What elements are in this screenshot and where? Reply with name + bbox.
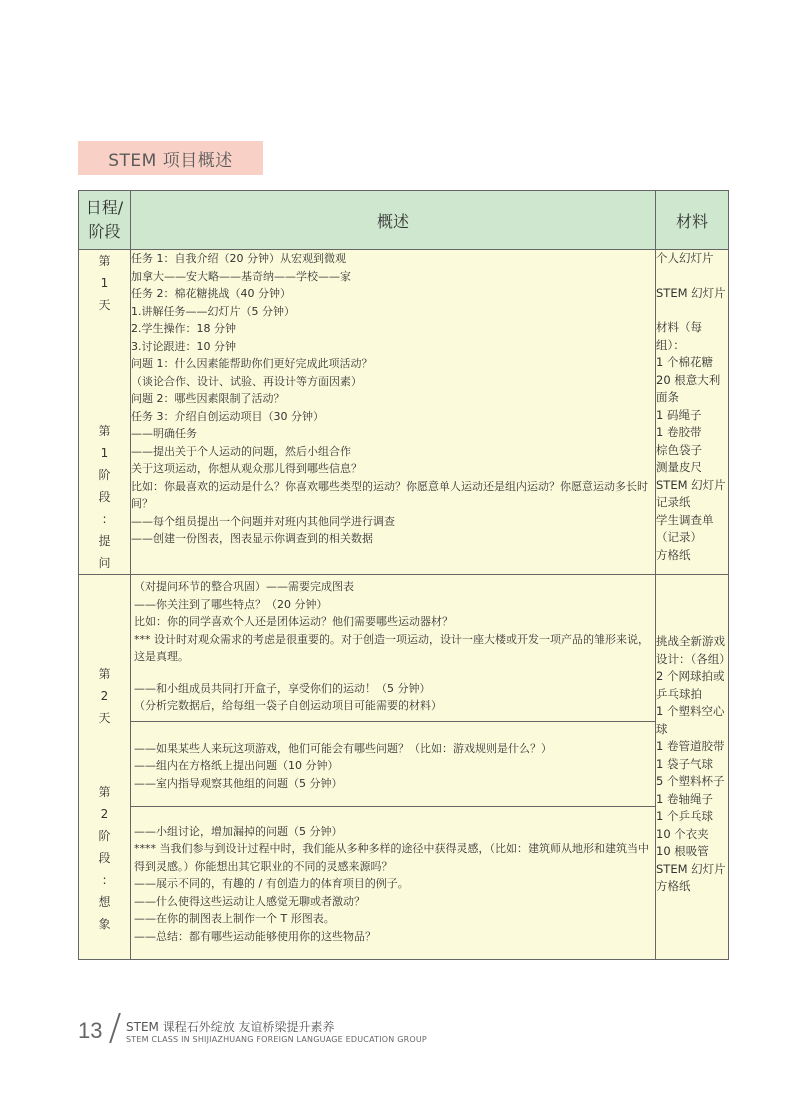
day1-overview-line: ——每个组员提出一个问题并对班内其他同学进行调查 [131,514,395,528]
day2-stage-label: 2 [100,807,109,821]
footer-chinese-text: STEM 课程石外绽放 友谊桥梁提升素养 [126,1020,335,1034]
day2-stage-label: 想 [98,895,111,909]
day1-stage-label: 段 [98,490,111,504]
day2-material-item: 1 个塑料空心球 [656,704,725,736]
day2-overview-line: ——总结：都有哪些运动能够使用你的这些物品？ [134,929,376,943]
day2-overview-line: ——如果某些人来玩这项游戏，他们可能会有哪些问题？（比如：游戏规则是什么？） [134,741,552,755]
day2-material-item: 5 个塑料杯子 [656,774,725,788]
day1-overview-cell [131,250,656,575]
header-schedule [79,191,131,250]
day2-overview-line: 比如：你的同学喜欢个人还是团体运动？他们需要哪些运动器材？ [134,615,453,628]
day1-overview-line: 问题 2：哪些因素限制了活动？ [131,392,285,405]
day2-day-label: 第 [98,667,111,681]
day2-overview-line: ——组内在方格纸上提出问题（10 分钟） [134,759,339,772]
section-title: STEM 项目概述 [78,141,263,175]
day2-overview-line: ——展示不同的，有趣的 / 有创造力的体育项目的例子。 [134,877,409,890]
header-schedule-line: 日程/ [85,198,124,217]
table-header-row [79,191,729,250]
day2-stage-label: : [102,873,107,887]
day2-day-label: 天 [98,711,111,725]
day2-block-1 [131,575,655,672]
day2-overview-line: （分析完数据后，给每组一袋子自创运动项目可能需要的材料） [134,699,442,712]
day2-block-3 [131,721,655,806]
stem-overview-table [78,190,729,960]
day1-day-label: 第 [98,254,111,268]
day2-material-item: 2 个网球拍或乒乓球拍 [656,669,725,701]
day2-material-item: 1 卷管道胶带 [656,739,725,753]
day1-stage-label: 第 [98,424,111,438]
day2-stage-label: 象 [98,917,111,931]
day2-block-2 [131,672,655,721]
day1-material-item [656,268,728,285]
day1-overview-line: 1.讲解任务——幻灯片（5 分钟） [131,304,295,318]
day2-overview-line: ——和小组成员共同打开盒子，享受你们的运动！（5 分钟） [134,681,431,695]
day1-stage-label: 问 [98,556,111,570]
day1-overview-line: ——创建一份图表，图表显示你调查到的相关数据 [131,532,373,545]
day2-stage-label: 阶 [98,829,111,843]
header-schedule-line: 阶段 [88,222,121,241]
day2-overview-cell [131,575,656,960]
day2-overview-line: *** 设计时对观众需求的考虑是很重要的。对于创造一项运动，设计一座大楼或开发一项产品的雏形来说，这是真理。 [134,632,649,663]
day2-materials-cell [656,575,729,960]
day1-stage-label: : [102,512,107,526]
day2-overview-line: ——在你的制图表上制作一个 T 形图表。 [134,912,335,925]
header-materials: 材料 [656,191,729,250]
day2-material-item: 10 个衣夹 [656,826,709,841]
day1-stage-label: 阶 [98,468,111,482]
day1-overview-line: 任务 3：介绍自创运动项目（30 分钟） [131,409,324,423]
day1-material-item: 20 根意大利面条 [656,372,721,404]
day2-block-4 [131,806,655,960]
day2-overview-line: ——什么使得这些运动让人感觉无聊或者激动？ [134,894,365,908]
day2-material-item: 1 卷轴绳子 [656,791,713,806]
day1-material-item: 棕色袋子 [656,442,702,457]
day2-material-item: 1 袋子气球 [656,756,713,771]
day2-overview-line: （对提问环节的整合巩固）——需要完成图表 [134,580,354,593]
day1-overview-line: ——提出关于个人运动的问题，然后小组合作 [131,444,351,458]
day1-overview-line: 比如：你最喜欢的运动是什么？你喜欢哪些类型的运动？你愿意单人运动还是组内运动？你愿意运动多长时间？ [131,479,648,510]
day2-overview-line: ——小组讨论，增加漏掉的问题（5 分钟） [134,824,343,838]
day1-material-item: 学生调查单（记录） [656,512,714,544]
day1-material-item: 1 码绳子 [656,407,702,422]
day1-material-item: STEM 幻灯片 [656,285,726,300]
day2-day-label: 2 [100,689,109,703]
day1-material-item: STEM 幻灯片 [656,477,726,492]
day1-material-item: 个人幻灯片 [656,251,714,265]
day2-schedule-cell [79,575,131,960]
day1-overview-line: 2.学生操作：18 分钟 [131,322,236,335]
page-number: 13 [78,1018,103,1043]
day1-material-item: 记录纸 [656,495,691,509]
day1-material-item: 1 个棉花糖 [656,355,713,369]
day1-day-label: 天 [98,298,111,312]
day2-overview-line: ——你关注到了哪些特点？（20 分钟） [134,597,328,611]
day1-material-item: 1 卷胶带 [656,425,702,439]
day1-overview-line: 3.讨论跟进：10 分钟 [131,339,236,353]
day1-overview-line: 关于这项运动，你想从观众那儿得到哪些信息？ [131,462,362,475]
day1-materials-cell [656,250,729,575]
day2-material-item: STEM 幻灯片 [656,861,726,876]
day1-material-item [656,302,728,319]
day1-material-item: 方格纸 [656,547,691,562]
day2-stage-label: 段 [98,851,111,865]
table-row-day1 [79,250,729,575]
day1-overview-line: 加拿大——安大略——基奇纳——学校——家 [131,269,351,283]
day2-material-item: 10 根吸管 [656,844,709,858]
day1-overview-line: ——明确任务 [131,427,197,440]
day1-stage-label: 提 [98,534,111,548]
day1-schedule-cell [79,250,131,575]
day1-material-item: 材料（每组）： [656,320,702,352]
day1-overview-line: 问题 1：什么因素能帮助你们更好完成此项活动？ [131,357,373,370]
day1-stage-label: 1 [100,446,109,460]
footer-english-text: STEM CLASS IN SHIJIAZHUANG FOREIGN LANGUAGE EDUCATION GROUP [126,1035,427,1044]
day2-material-item: 挑战全新游戏设计：（各组） [656,634,731,666]
day1-overview-line: 任务 1：自我介绍（20 分钟）从宏观到微观 [131,252,346,265]
day1-overview-line: （谈论合作、设计、试验、再设计等方面因素） [131,374,362,388]
day2-material-item: 1 个乒乓球 [656,809,713,823]
footer-slash-divider [109,1013,121,1043]
header-overview: 概述 [131,191,656,250]
day2-material-item: 方格纸 [656,879,691,893]
day1-material-item: 测量皮尺 [656,460,702,474]
day2-stage-label: 第 [98,785,111,799]
day1-day-label: 1 [100,276,109,290]
day2-overview-line: ——室内指导观察其他组的问题（5 分钟） [134,776,343,790]
day1-overview-line: 任务 2：棉花糖挑战（40 分钟） [131,287,291,300]
table-row-day2 [79,575,729,960]
day2-overview-line: **** 当我们参与到设计过程中时，我们能从多种多样的途径中获得灵感，（比如：建筑师从地形和建筑当中得到灵感。）你能想出其它职业的不同的灵感来源吗？ [134,842,649,873]
